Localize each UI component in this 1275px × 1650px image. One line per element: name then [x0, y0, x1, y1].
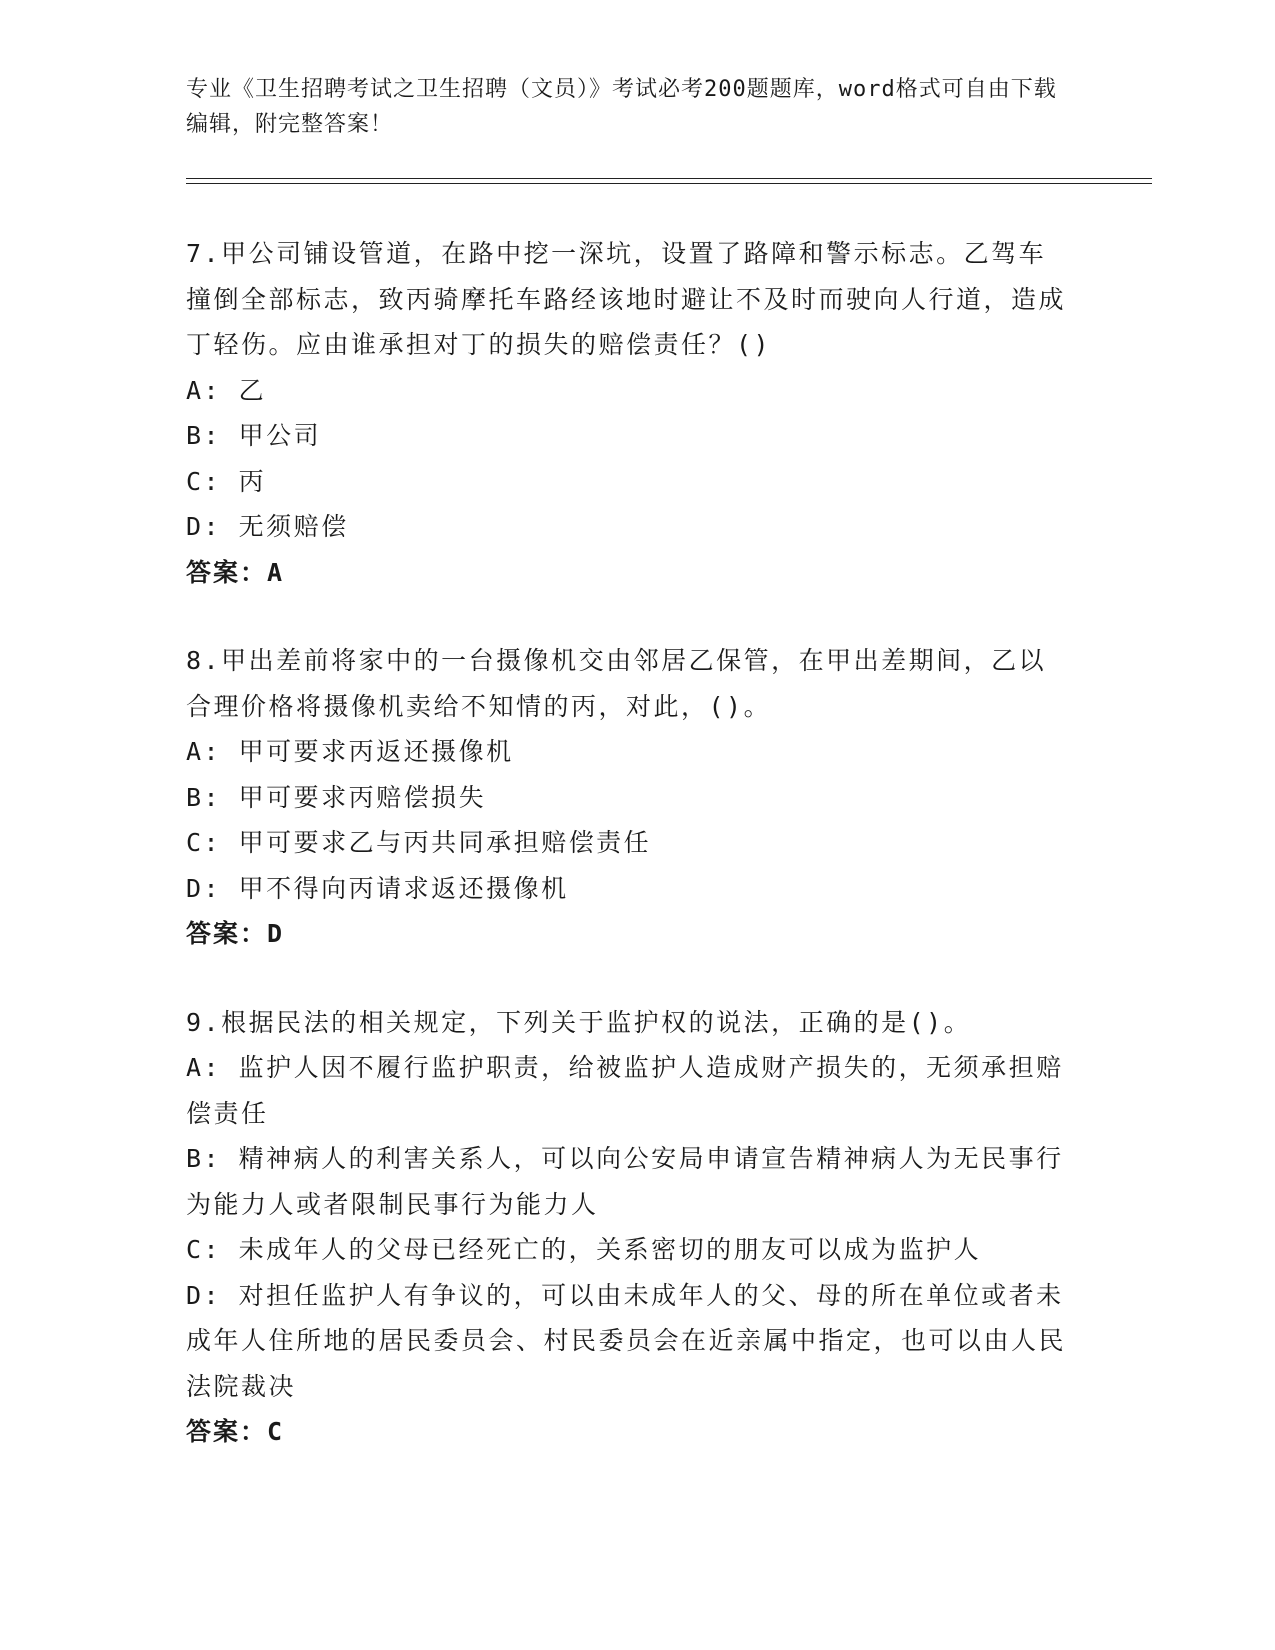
answer-label: 答案：A: [186, 557, 285, 587]
question-list: [186, 231, 1066, 1498]
question-9: [186, 1000, 1066, 1455]
document-header: 专业《卫生招聘考试之卫生招聘（文员）》考试必考200题题库，word格式可自由下载编辑，附完整答案！: [186, 77, 1057, 137]
option-c: C: 丙: [186, 466, 267, 496]
option-d: D: 无须赔偿: [186, 512, 349, 541]
option-a: A: 乙: [186, 375, 267, 405]
question-stem: 9.根据民法的相关规定，下列关于监护权的说法，正确的是()。: [186, 1007, 972, 1037]
option-a: A: 监护人因不履行监护职责，给被监护人造成财产损失的，无须承担赔偿责任: [186, 1053, 1064, 1128]
option-b: B: 精神病人的利害关系人，可以向公安局申请宣告精神病人为无民事行为能力人或者限制民事行为能力人: [186, 1144, 1064, 1219]
option-d: D: 对担任监护人有争议的，可以由未成年人的父、母的所在单位或者未成年人住所地的居民委员会、村民委员会在近亲属中指定，也可以由人民法院裁决: [186, 1280, 1067, 1401]
question-stem: 7.甲公司铺设管道，在路中挖一深坑，设置了路障和警示标志。乙驾车撞倒全部标志，致丙骑摩托车路经该地时避让不及时而驶向人行道，造成丁轻伤。应由谁承担对丁的损失的赔偿责任？(): [186, 239, 1067, 359]
answer-label: 答案：D: [186, 919, 285, 948]
option-d: D: 甲不得向丙请求返还摄像机: [186, 873, 569, 903]
header-divider-top: [186, 178, 1152, 179]
question-8: [186, 638, 1066, 957]
option-c: C: 未成年人的父母已经死亡的，关系密切的朋友可以成为监护人: [186, 1235, 982, 1264]
option-b: B: 甲公司: [186, 421, 322, 450]
option-c: C: 甲可要求乙与丙共同承担赔偿责任: [186, 828, 652, 857]
answer-label: 答案：C: [186, 1417, 285, 1446]
question-stem: 8.甲出差前将家中的一台摄像机交由邻居乙保管，在甲出差期间，乙以合理价格将摄像机卖给不知情的丙，对此，()。: [186, 646, 1047, 721]
option-b: B: 甲可要求丙赔偿损失: [186, 782, 487, 812]
header-divider-bottom: [186, 183, 1152, 184]
question-7: [186, 231, 1066, 595]
option-a: A: 甲可要求丙返还摄像机: [186, 737, 514, 766]
